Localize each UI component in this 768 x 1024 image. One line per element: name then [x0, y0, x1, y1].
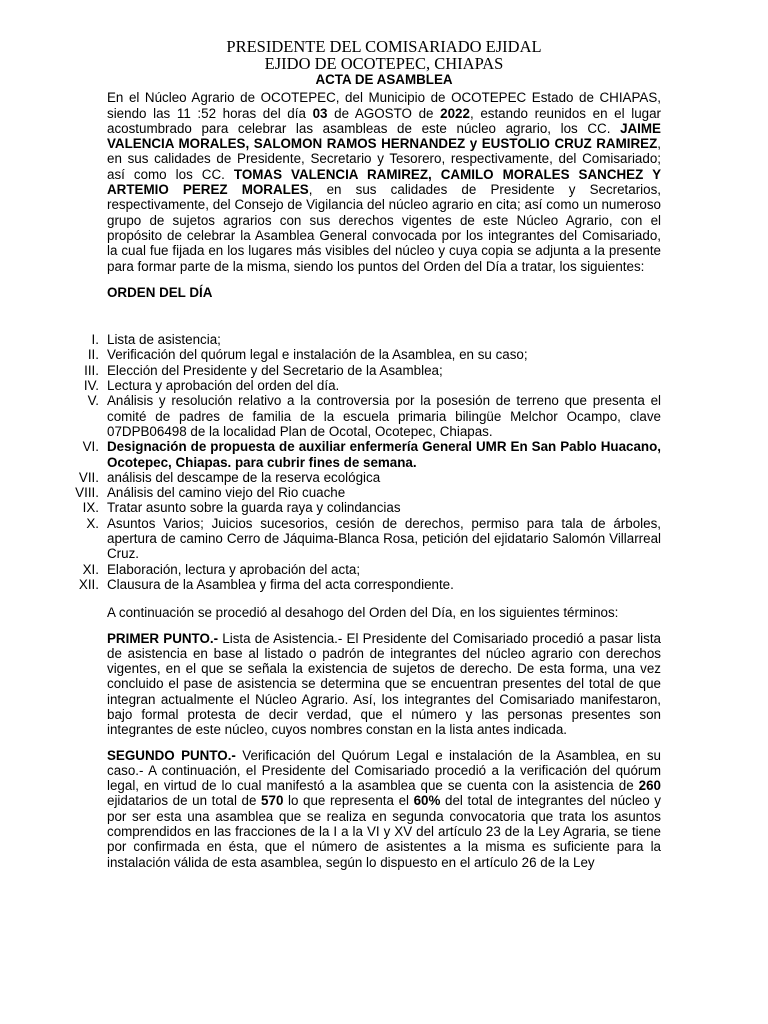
agenda-item: IX. Tratar asunto sobre la guarda raya y colindancias: [82, 500, 401, 516]
segundo-punto-label: SEGUNDO PUNTO.-: [107, 747, 236, 763]
agenda-item: II. Verificación del quórum legal e instalación de la Asamblea, en su caso;: [87, 347, 528, 363]
continuation-paragraph: A continuación se procedió al desahogo del Orden del Día, en los siguientes términos:: [107, 605, 619, 621]
document-page: [75, 37, 662, 870]
document-title: ACTA DE ASAMBLEA: [315, 72, 453, 87]
meeting-day: 03: [312, 105, 328, 121]
primer-punto-paragraph: PRIMER PUNTO.- Lista de Asistencia.- El Presidente del Comisariado procedió a pasar lista de asistencia en base al listado o padrón de integrantes del núcleo agrario con derechos vigentes, en el que se señala la existencia de sujetos de derecho. De esta forma, una vez concluido el pase de asistencia se determina que se encuentran presentes del total de que integran actualmente el Núcleo Agrario. Así, los integrantes del Comisariado manifestaron, bajo formal protesta de decir verdad, que el número y las personas presentes son integrantes de este núcleo, cuyos nombres constan en la lista antes indicada.: [107, 630, 662, 738]
agenda-item: X. Asuntos Varios; Juicios sucesorios, cesión de derechos, permiso para tala de árboles, apertura de camino Cerro de Jáquima-Blanca Rosa, petición del ejidatario Salomón Villarreal Cruz.: [86, 515, 661, 562]
total-members: 570: [261, 793, 284, 809]
segundo-punto-paragraph: SEGUNDO PUNTO.- Verificación del Quórum Legal e instalación de la Asamblea, en su caso.- A continuación, el Presidente del Comisariado procedió a la verificación del quórum legal, en virtud de lo cual manifestó a la asamblea que se cuenta con la asistencia de 260 ejidatarios de un total de 570 lo que representa el 60% del total de integrantes del núcleo y por ser esta una asamblea que se realiza en segunda convocatoria que trata los asuntos comprendidos en las fracciones de la I a la VI y XV del artículo 23 de la Ley Agraria, se tiene por confirmada en ésta, que el número de asistentes a la misma es suficiente para la instalación válida de esta asamblea, según lo dispuesto en el artículo 26 de la Ley: [107, 747, 661, 870]
header-line-1: PRESIDENTE DEL COMISARIADO EJIDAL: [226, 37, 542, 56]
agenda-item: I. Lista de asistencia;: [91, 332, 221, 348]
vigilancia-names: TOMAS VALENCIA RAMIREZ, CAMILO MORALES SANCHEZ Y ARTEMIO PEREZ MORALES: [107, 166, 661, 198]
agenda-list: [75, 332, 661, 592]
meeting-year: 2022: [440, 105, 470, 121]
header-line-2: EJIDO DE OCOTEPEC, CHIAPAS: [264, 54, 504, 73]
agenda-item: IV. Lectura y aprobación del orden del día.: [83, 378, 340, 394]
agenda-heading: ORDEN DEL DÍA: [107, 284, 213, 300]
attendance-percent: 60%: [413, 793, 441, 809]
agenda-item: VII. análisis del descampe de la reserva ecológica: [78, 469, 381, 485]
primer-punto-label: PRIMER PUNTO.-: [107, 630, 219, 646]
agenda-item: XII. Clausura de la Asamblea y firma del acta correspondiente.: [78, 576, 454, 592]
intro-paragraph: En el Núcleo Agrario de OCOTEPEC, del Municipio de OCOTEPEC Estado de CHIAPAS, siendo las 11 :52 horas del día 03 de AGOSTO de 2022, estando reunidos en el lugar acostumbrado para celebrar las asambleas de este núcleo agrario, los CC. JAIME VALENCIA MORALES, SALOMON RAMOS HERNANDEZ y EUSTOLIO CRUZ RAMIREZ, en sus calidades de Presidente, Secretario y Tesorero, respectivamente, del Comisariado; así como los CC. TOMAS VALENCIA RAMIREZ, CAMILO MORALES SANCHEZ Y ARTEMIO PEREZ MORALES, en sus calidades de Presidente y Secretarios, respectivamente, del Consejo de Vigilancia del núcleo agrario en cita; así como un numeroso grupo de sujetos agrarios con sus derechos vigentes de este Núcleo Agrario, con el propósito de celebrar la Asamblea General convocada por los integrantes del Comisariado, la cual fue fijada en los lugares más visibles del núcleo y cuya copia se adjunta a la presente para formar parte de la misma, siendo los puntos del Orden del Día a tratar, los siguientes:: [107, 90, 662, 274]
agenda-item: III. Elección del Presidente y del Secretario de la Asamblea;: [84, 362, 443, 378]
agenda-item: XI. Elaboración, lectura y aprobación del acta;: [82, 561, 361, 577]
agenda-item: V. Análisis y resolución relativo a la controversia por la posesión de terreno que presenta el comité de padres de familia de la escuela primaria bilingüe Melchor Ocampo, clave 07DPB06498 de la localidad Plan de Ocotal, Ocotepec, Chiapas.: [87, 393, 661, 439]
agenda-item: VI. Designación de propuesta de auxiliar enfermería General UMR En San Pablo Huacano, Ocotepec, Chiapas. para cubrir fines de semana.: [82, 439, 661, 470]
agenda-item: VIII. Análisis del camino viejo del Rio cuache: [75, 485, 346, 501]
comisariado-names: JAIME VALENCIA MORALES, SALOMON RAMOS HERNANDEZ y EUSTOLIO CRUZ RAMIREZ: [107, 120, 661, 152]
attendance-count: 260: [638, 778, 661, 794]
